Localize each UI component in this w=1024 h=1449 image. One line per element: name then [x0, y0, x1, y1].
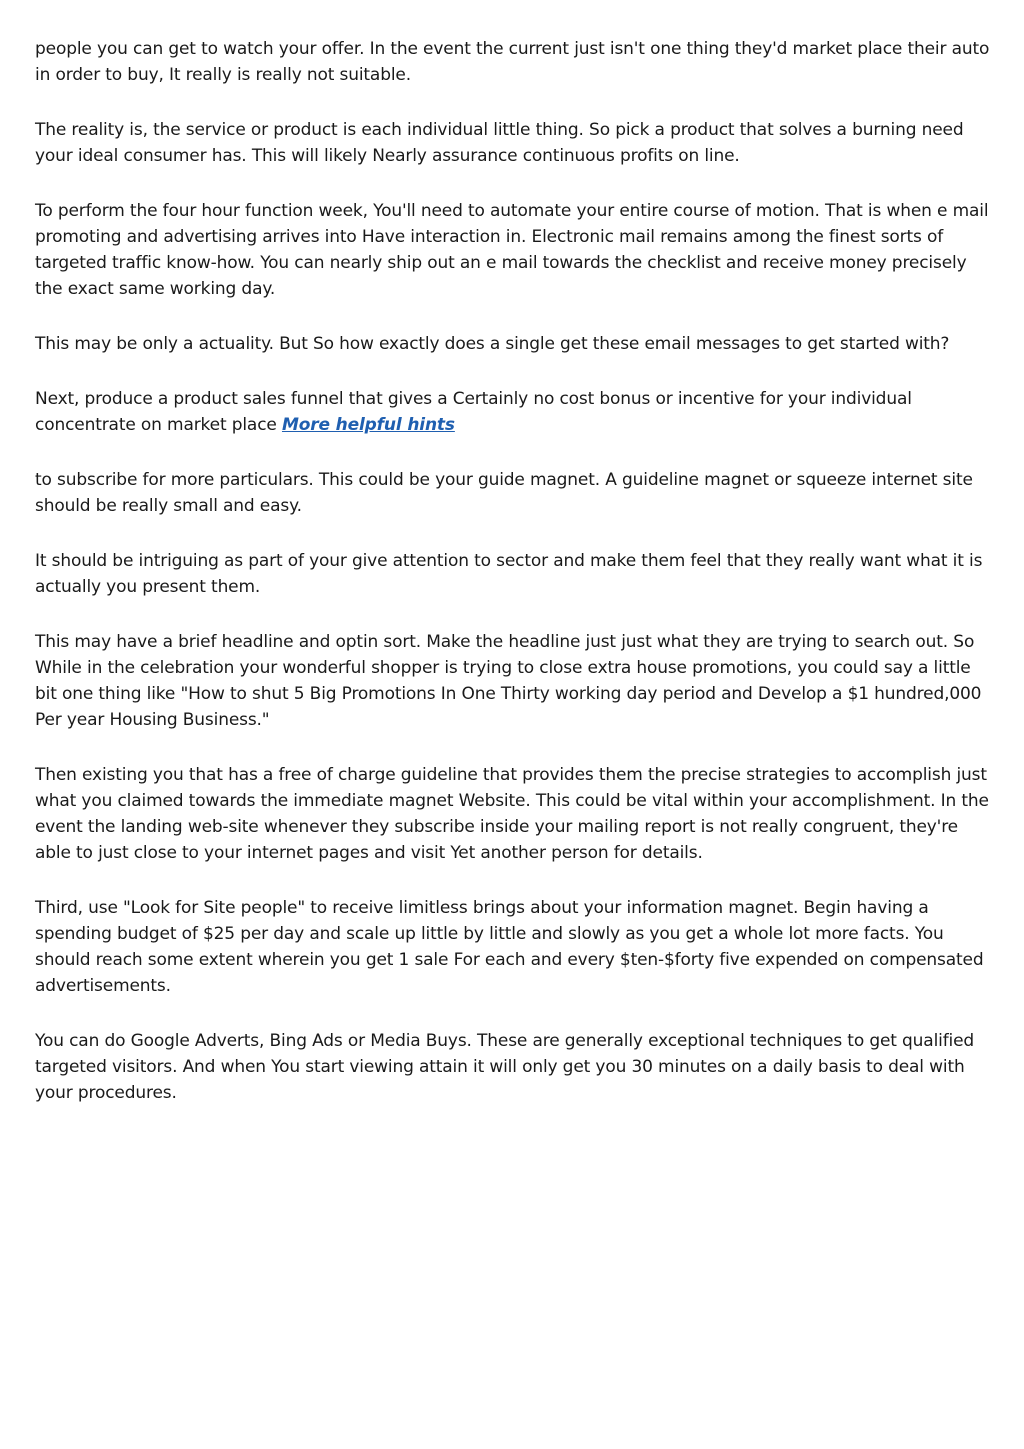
paragraph	[35, 895, 993, 999]
paragraph-text: The reality is, the service or product is each individual little thing. So pick a product that solves a burning need your ideal consumer has. This will likely Nearly assurance continuous profits on line.	[35, 120, 964, 166]
paragraph-text: to subscribe for more particulars. This could be your guide magnet. A guideline magnet or squeeze internet site should be really small and easy.	[35, 470, 973, 516]
paragraph	[35, 762, 993, 866]
paragraph-text: Then existing you that has a free of charge guideline that provides them the precise strategies to accomplish just what you claimed towards the immediate magnet Website. This could be vital within your accomplishment. In the event the landing web-site whenever they subscribe inside your mailing report is not really congruent, they're able to just close to your internet pages and visit Yet another person for details.	[35, 765, 989, 863]
paragraph	[35, 629, 993, 733]
paragraph-text: people you can get to watch your offer. In the event the current just isn't one thing they'd market place their auto in order to buy, It really is really not suitable.	[35, 39, 990, 85]
paragraph	[35, 117, 993, 169]
more-helpful-hints-link[interactable]: More helpful hints	[281, 415, 455, 435]
paragraph-text: Third, use "Look for Site people" to receive limitless brings about your information magnet. Begin having a spending budget of $25 per day and scale up little by little and slowly as you get a whole lot more facts. You should reach some extent wherein you get 1 sale For each and every $ten-$forty five expended on compensated advertisements.	[35, 898, 984, 996]
paragraph	[35, 198, 993, 302]
paragraph-text: It should be intriguing as part of your give attention to sector and make them feel that they really want what it is actually you present them.	[35, 551, 983, 597]
paragraph	[35, 548, 993, 600]
paragraph	[35, 36, 993, 88]
paragraph-text: To perform the four hour function week, You'll need to automate your entire course of motion. That is when e mail promoting and advertising arrives into Have interaction in. Electronic mail remains among the finest sorts of targeted traffic know-how. You can nearly ship out an e mail towards the checklist and receive money precisely the exact same working day.	[35, 201, 989, 299]
paragraph	[35, 331, 993, 357]
paragraph-text: Next, produce a product sales funnel that gives a Certainly no cost bonus or incentive for your individual concentrate on market place	[35, 389, 912, 435]
paragraph	[35, 1028, 993, 1106]
paragraph-text: You can do Google Adverts, Bing Ads or Media Buys. These are generally exceptional techniques to get qualified targeted visitors. And when You start viewing attain it will only get you 30 minutes on a daily basis to deal with your procedures.	[35, 1031, 975, 1103]
paragraph-text: This may have a brief headline and optin sort. Make the headline just just what they are trying to search out. So While in the celebration your wonderful shopper is trying to close extra house promotions, you could say a little bit one thing like "How to shut 5 Big Promotions In One Thirty working day period and Develop a $1 hundred,000 Per year Housing Business."	[35, 632, 982, 730]
document-body	[35, 36, 993, 1135]
paragraph-text: This may be only a actuality. But So how exactly does a single get these email messages to get started with?	[35, 334, 950, 354]
paragraph	[35, 386, 993, 438]
paragraph	[35, 467, 993, 519]
